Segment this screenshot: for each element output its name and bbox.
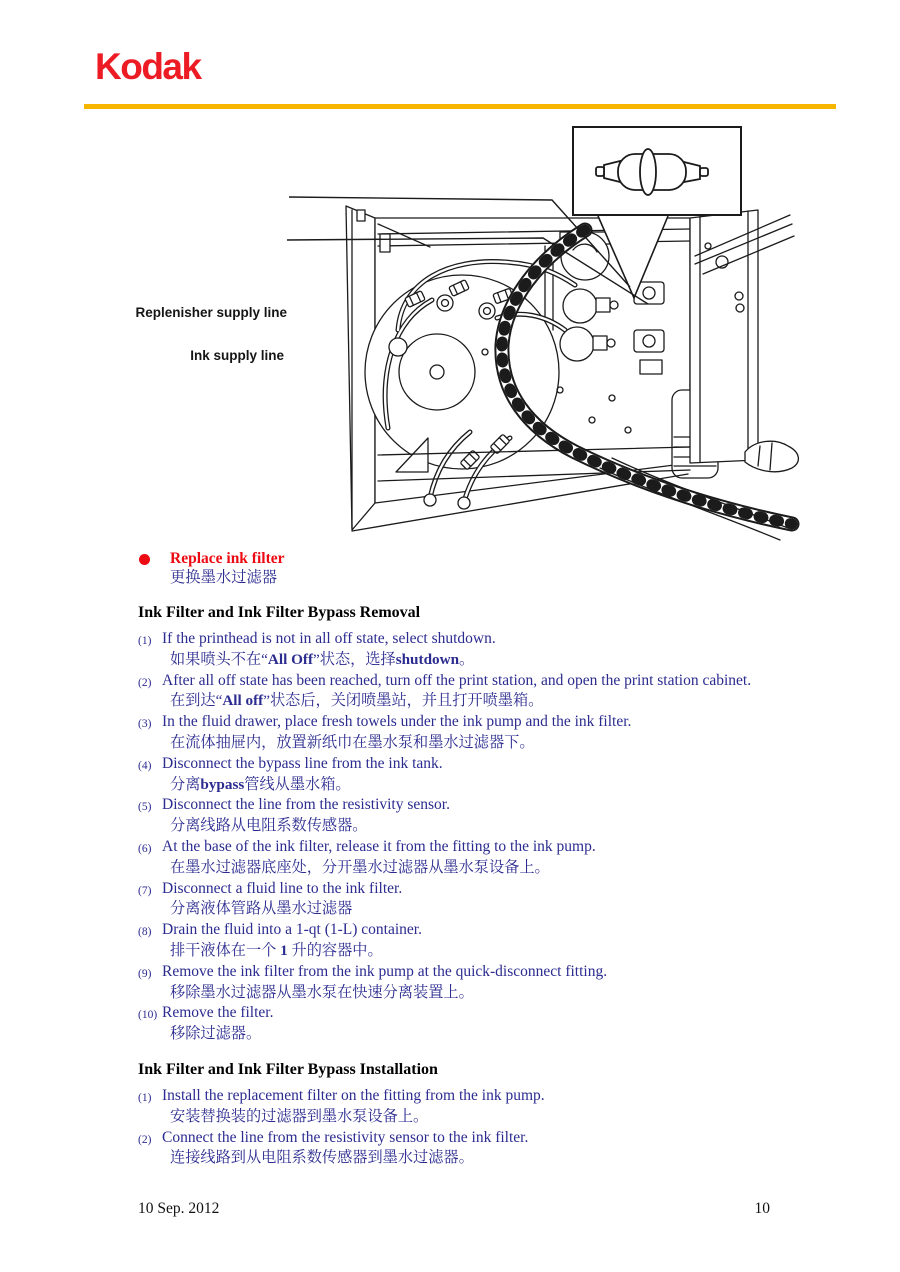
step-row <box>138 879 838 921</box>
step-number: (10) <box>138 1009 158 1022</box>
step-row <box>138 1086 838 1128</box>
step-number: (1) <box>138 635 152 647</box>
installation-steps-list <box>138 1086 838 1169</box>
bullet-subtitle-zh: 更换墨水过滤器 <box>170 569 278 586</box>
step-text-en: After all off state has been reached, turn off the print station, and open the print station cabinet. <box>162 671 752 689</box>
step-text-zh: 安装替换装的过滤器到墨水泵设备上。 <box>170 1107 429 1125</box>
step-text-zh: 如果喷头不在“All Off”状态，选择shutdown。 <box>170 650 475 668</box>
step-row <box>138 795 838 837</box>
footer-page-number: 10 <box>754 1200 770 1217</box>
removal-section-heading: Ink Filter and Ink Filter Bypass Removal <box>138 604 421 621</box>
step-number: (1) <box>138 1091 152 1104</box>
step-row <box>138 712 838 754</box>
step-text-en: Remove the filter. <box>162 1004 274 1022</box>
step-number: (6) <box>138 842 152 855</box>
removal-steps-list <box>138 629 838 1045</box>
step-text-zh: 连接线路到从电阻系数传感器到墨水过滤器。 <box>170 1149 474 1167</box>
step-text-en: Disconnect a fluid line to the ink filter. <box>162 879 403 897</box>
step-row <box>138 1128 838 1170</box>
step-row <box>138 754 838 796</box>
step-text-en: At the base of the ink filter, release it from the fitting to the ink pump. <box>162 837 596 855</box>
header-divider <box>84 104 836 109</box>
step-text-en: Connect the line from the resistivity sensor to the ink filter. <box>162 1128 529 1146</box>
step-text-zh: 分离液体管路从墨水过滤器 <box>170 900 353 918</box>
footer-date: 10 Sep. 2012 <box>138 1200 220 1217</box>
step-text-zh: 移除过滤器。 <box>170 1025 262 1043</box>
step-text-zh: 分离线路从电阻系数传感器。 <box>170 817 368 835</box>
step-number: (3) <box>138 718 152 731</box>
ink-filter-diagram <box>0 116 900 552</box>
step-text-en: Disconnect the line from the resistivity sensor. <box>162 796 450 814</box>
step-row <box>138 962 838 1004</box>
step-text-en: If the printhead is not in all off state, select shutdown. <box>162 630 496 647</box>
step-text-zh: 在流体抽屉内，放置新纸巾在墨水泵和墨水过滤器下。 <box>170 733 535 751</box>
step-number: (8) <box>138 926 152 939</box>
step-number: (4) <box>138 759 152 772</box>
bullet-title: Replace ink filter <box>170 550 285 567</box>
page-footer <box>138 1200 770 1218</box>
installation-section-heading: Ink Filter and Ink Filter Bypass Installation <box>138 1060 438 1078</box>
ink-supply-line-label: Ink supply line <box>190 348 284 363</box>
step-text-en: Drain the fluid into a 1-qt (1-L) container. <box>162 921 422 939</box>
step-row <box>138 837 838 879</box>
kodak-logo: Kodak <box>95 46 201 87</box>
step-text-zh: 分离bypass管线从墨水箱。 <box>170 775 351 793</box>
red-bullet-icon <box>139 554 150 565</box>
replenisher-supply-line-label: Replenisher supply line <box>135 305 287 320</box>
step-text-en: Disconnect the bypass line from the ink tank. <box>162 754 443 772</box>
step-text-zh: 排干液体在一个 1 升的容器中。 <box>170 941 383 959</box>
step-text-en: In the fluid drawer, place fresh towels under the ink pump and the ink filter. <box>162 713 632 731</box>
step-number: (9) <box>138 967 152 980</box>
step-text-en: Install the replacement filter on the fitting from the ink pump. <box>162 1086 545 1104</box>
step-number: (2) <box>138 676 152 689</box>
print-station-line-art <box>0 116 900 552</box>
step-row <box>138 920 838 962</box>
step-number: (2) <box>138 1133 152 1146</box>
step-row <box>138 1003 838 1045</box>
step-text-zh: 在到达“All off”状态后，关闭喷墨站，并且打开喷墨箱。 <box>170 692 544 710</box>
procedure-text <box>138 549 838 1169</box>
step-row <box>138 629 838 671</box>
bullet-item <box>138 549 838 568</box>
step-text-en: Remove the ink filter from the ink pump at the quick-disconnect fitting. <box>162 962 608 980</box>
step-text-zh: 移除墨水过滤器从墨水泵在快速分离装置上。 <box>170 983 474 1001</box>
step-row <box>138 671 838 713</box>
step-text-zh: 在墨水过滤器底座处，分开墨水过滤器从墨水泵设备上。 <box>170 858 550 876</box>
step-number: (5) <box>138 801 152 814</box>
step-number: (7) <box>138 884 152 897</box>
